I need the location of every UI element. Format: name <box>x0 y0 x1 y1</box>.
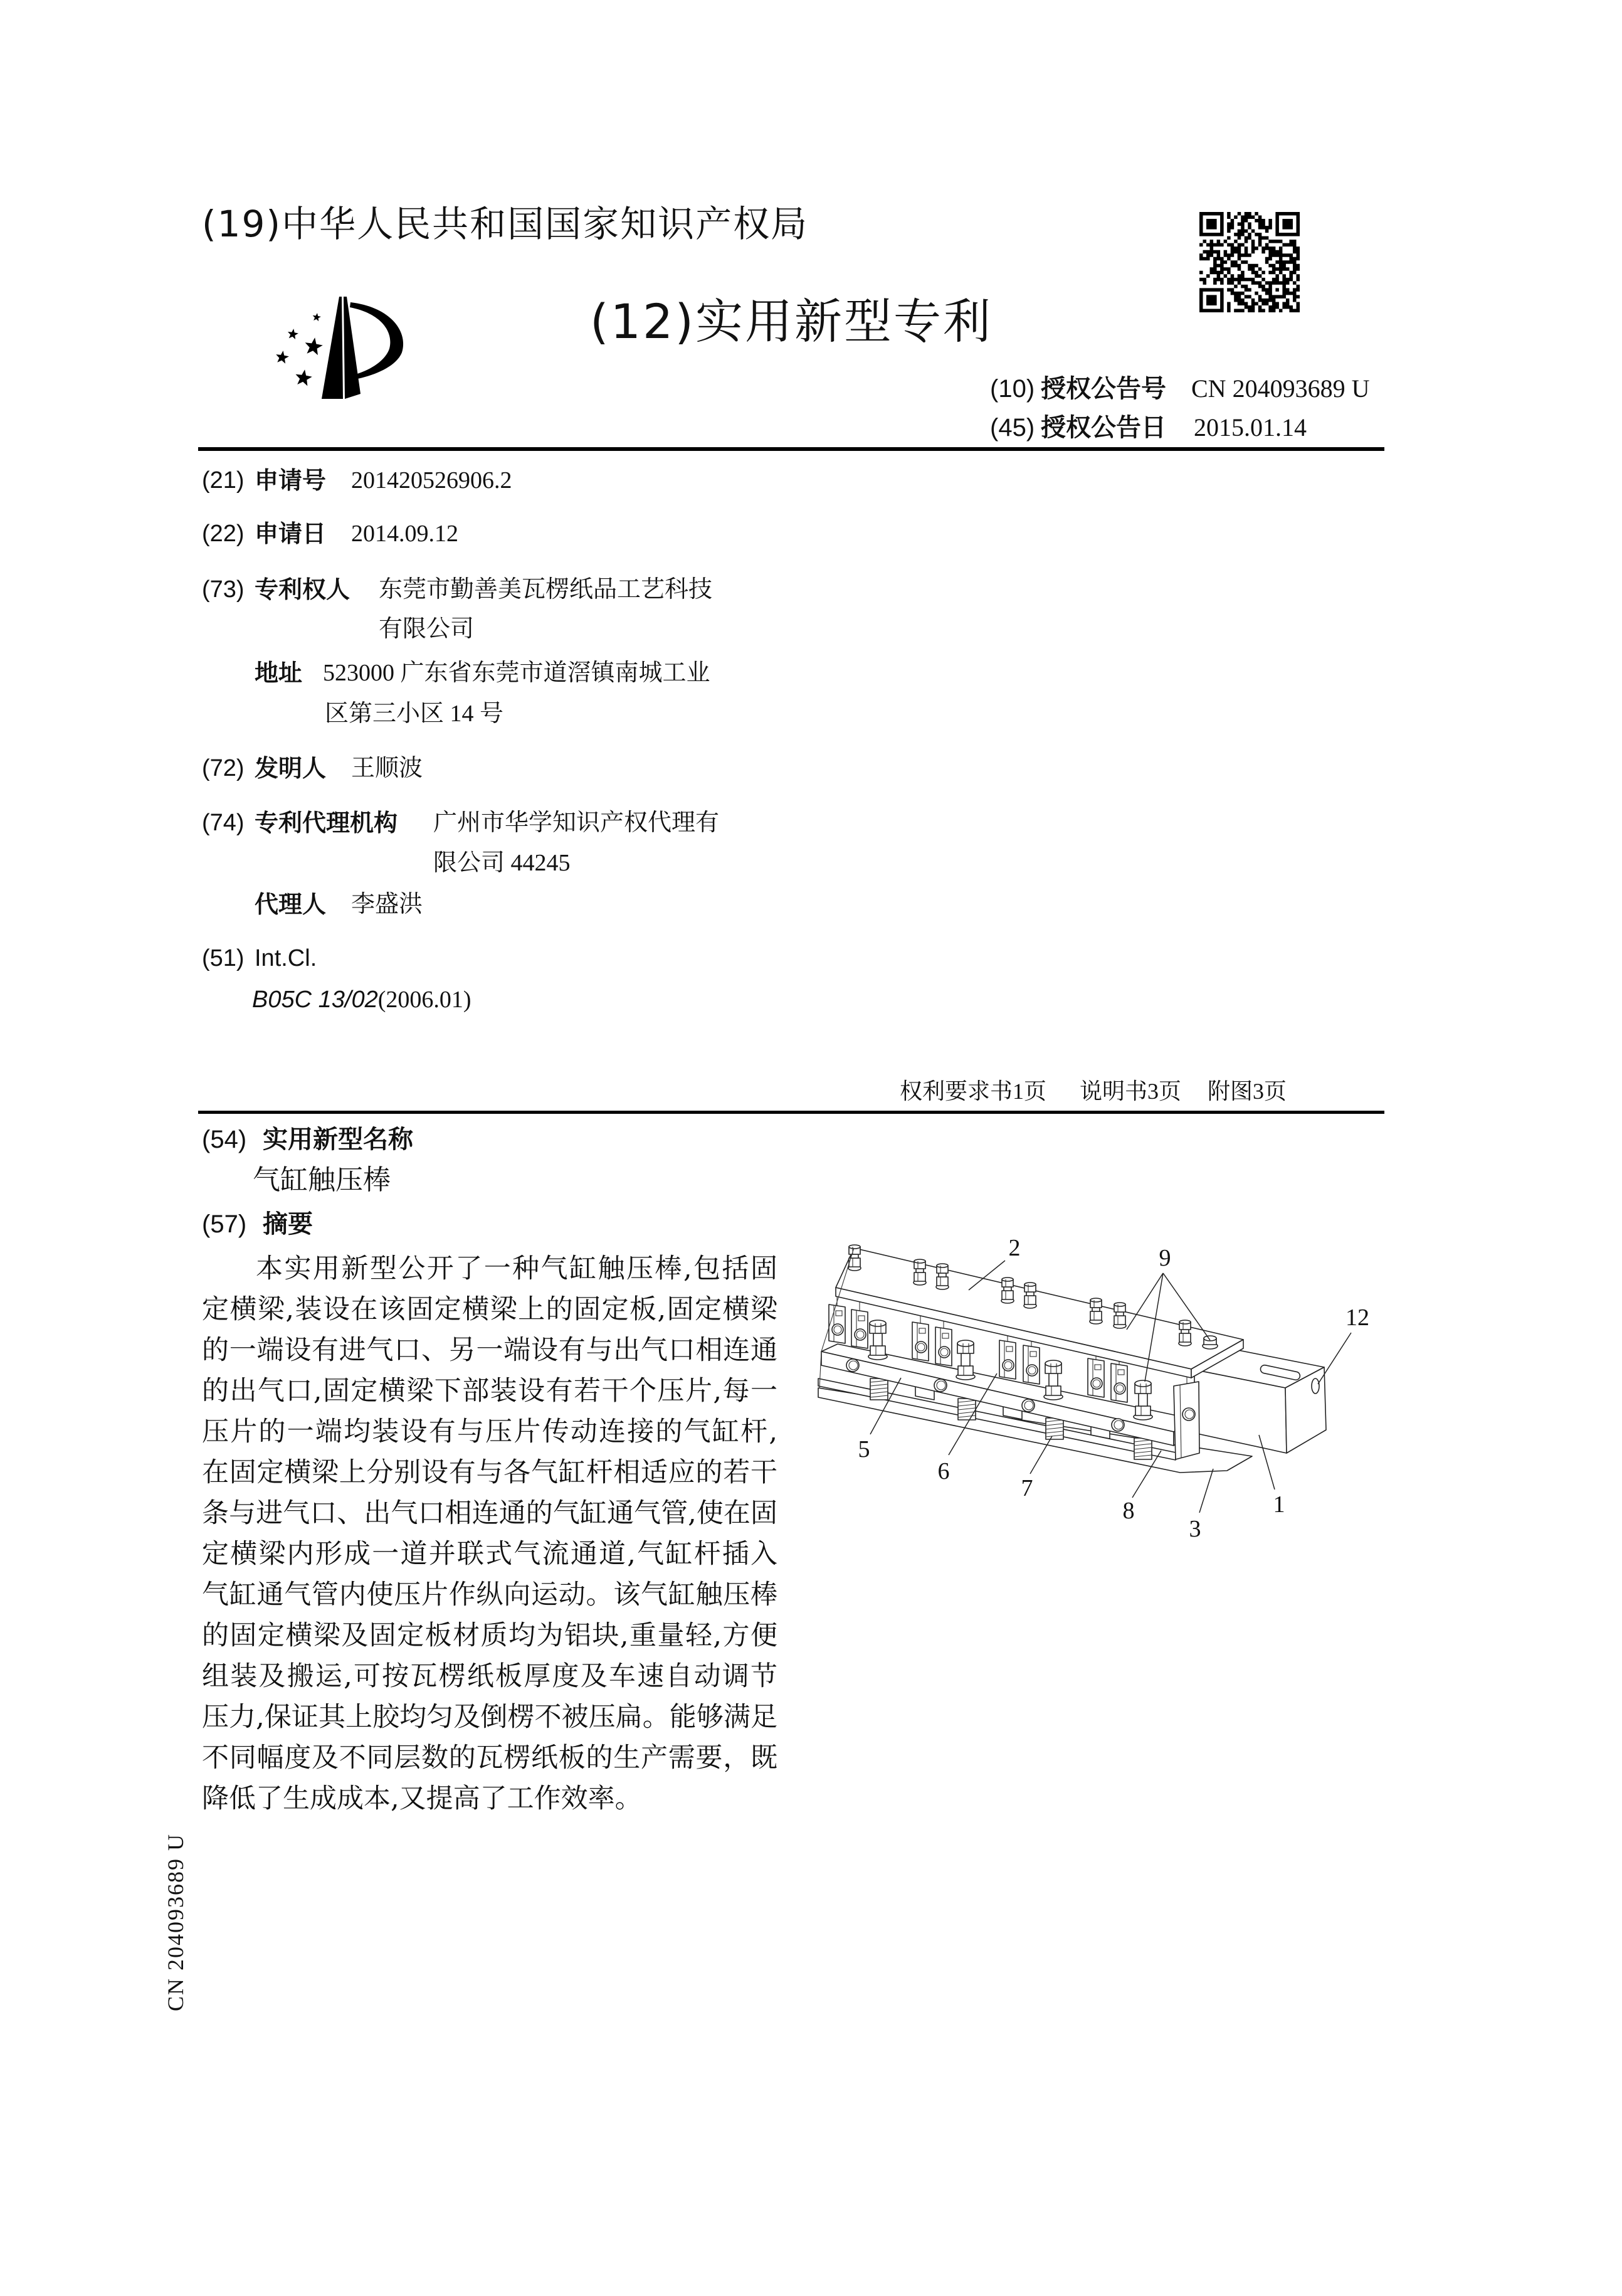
office-code: (19) <box>202 203 282 245</box>
header-divider <box>198 447 1384 451</box>
pub-number-value: CN 204093689 U <box>1191 374 1370 403</box>
air-fitting <box>1090 1298 1102 1324</box>
description-page-count: 说明书3页 <box>1080 1079 1182 1104</box>
abstract-line: 本实用新型公开了一种气缸触压棒,包括固 <box>256 1253 777 1284</box>
office-name: 中华人民共和国国家知识产权局 <box>282 203 809 245</box>
title-code: (54) <box>202 1126 247 1153</box>
ipc-version: (2006.01) <box>377 987 471 1013</box>
inventor-label: 发明人 <box>255 754 327 782</box>
bolt <box>1134 1380 1152 1420</box>
leader-line <box>1199 1469 1213 1513</box>
part-label-2: 2 <box>1008 1235 1021 1261</box>
address-label: 地址 <box>255 659 303 687</box>
drawings-page-count: 附图3页 <box>1208 1079 1287 1104</box>
bolt <box>868 1320 887 1360</box>
dome-plug <box>1112 1419 1124 1431</box>
logo-left-wedge <box>322 297 343 399</box>
utility-model-title: 气缸触压棒 <box>253 1165 391 1195</box>
abstract-drawing <box>815 1229 1398 1549</box>
pub-number-label: 授权公告号 <box>1041 374 1166 403</box>
ipc-entry <box>252 988 471 1012</box>
part-label-8: 8 <box>1122 1498 1135 1524</box>
agency-label: 专利代理机构 <box>255 809 398 837</box>
part-label-12: 12 <box>1346 1304 1369 1331</box>
part-label-7: 7 <box>1021 1475 1033 1501</box>
part-label-9: 9 <box>1159 1245 1171 1271</box>
office-header <box>202 203 809 245</box>
cnipa-logo-icon <box>273 295 408 401</box>
abstract-line: 的一端设有进气口、另一端设有与出气口相连通 <box>202 1335 777 1366</box>
part-label-5: 5 <box>858 1436 870 1463</box>
abstract-line: 压力,保证其上胶均匀及倒楞不被压扁。能够满足 <box>202 1701 777 1733</box>
agency-line-2: 限公司 44245 <box>433 850 571 876</box>
air-fitting <box>914 1259 926 1285</box>
star-icon <box>288 329 298 339</box>
cylinder-block <box>912 1311 929 1361</box>
air-fitting <box>1001 1278 1014 1303</box>
abstract-code: (57) <box>202 1210 247 1238</box>
part-label-3: 3 <box>1189 1516 1201 1542</box>
abstract-line: 定横梁,装设在该固定横梁上的固定板,固定横梁 <box>202 1294 777 1325</box>
dome-plug <box>1022 1399 1035 1412</box>
inventor-code: (72) <box>202 755 245 781</box>
abstract-line: 降低了生成成本,又提高了工作效率。 <box>202 1783 642 1814</box>
patentee-line-1: 东莞市勤善美瓦楞纸品工艺科技 <box>379 576 713 603</box>
air-fitting <box>848 1245 861 1271</box>
qr-code-icon <box>1199 212 1300 312</box>
abstract-line: 的出气口,固定横梁下部装设有若干个压片,每一 <box>202 1375 777 1407</box>
dome-plug <box>846 1359 859 1372</box>
pub-date-code: (45) <box>990 414 1035 442</box>
logo-arc <box>350 302 403 379</box>
star-icon <box>313 313 321 321</box>
abstract-line: 定横梁内形成一道并联式气流通道,气缸杆插入 <box>202 1538 777 1570</box>
bolt <box>956 1340 975 1380</box>
title-label: 实用新型名称 <box>263 1125 413 1154</box>
address-line-1: 523000 广东省东莞市道滘镇南城工业 <box>323 660 710 686</box>
app-number-value: 201420526906.2 <box>351 467 512 494</box>
section-divider <box>198 1111 1384 1114</box>
claims-page-count: 权利要求书1页 <box>900 1079 1047 1104</box>
spring <box>1046 1418 1063 1439</box>
ipc-label: Int.Cl. <box>255 945 317 971</box>
agency-line-1: 广州市华学知识产权代理有 <box>433 810 720 836</box>
bolt <box>1044 1360 1063 1400</box>
agent-value: 李盛洪 <box>351 891 423 918</box>
abstract-line: 不同幅度及不同层数的瓦楞纸板的生产需要，既 <box>202 1742 777 1774</box>
spring <box>958 1399 976 1420</box>
abstract-line: 气缸通气管内使压片作纵向运动。该气缸触压棒 <box>202 1579 777 1611</box>
air-fitting <box>1114 1303 1126 1328</box>
part-label-1: 1 <box>1273 1491 1285 1518</box>
cylinder-block <box>851 1298 868 1348</box>
app-date-label: 申请日 <box>255 520 327 548</box>
ipc-code: (51) <box>202 945 245 971</box>
abstract-line: 条与进气口、出气口相连通的气缸通气管,使在固 <box>202 1498 777 1529</box>
patentee-code: (73) <box>202 576 245 603</box>
spring <box>1134 1438 1152 1459</box>
air-fitting <box>1024 1283 1036 1308</box>
app-date-value: 2014.09.12 <box>351 521 458 547</box>
app-number-code: (21) <box>202 467 245 494</box>
app-number-label: 申请号 <box>255 467 327 494</box>
dome-plug <box>934 1379 947 1392</box>
part-label-6: 6 <box>937 1458 950 1484</box>
document-type <box>590 294 993 349</box>
side-publication-number: CN 204093689 U <box>163 1833 188 2012</box>
star-icon <box>296 369 312 386</box>
abstract-line: 的固定横梁及固定板材质均为铝块,重量轻,方便 <box>202 1620 777 1651</box>
leader-line <box>1318 1333 1351 1384</box>
air-fitting <box>1179 1320 1191 1346</box>
logo-right-wedge <box>344 297 361 399</box>
abstract-label: 摘要 <box>263 1210 313 1239</box>
cylinder-block <box>935 1316 952 1366</box>
pub-date-value: 2015.01.14 <box>1194 413 1307 442</box>
doc-type-code: (12) <box>590 294 696 349</box>
abstract-line: 组装及搬运,可按瓦楞纸板厚度及车速自动调节 <box>202 1661 777 1692</box>
abstract-line: 在固定横梁上分别设有与各气缸杆相适应的若干 <box>202 1457 777 1488</box>
inventor-value: 王顺波 <box>351 755 423 781</box>
star-icon <box>305 337 323 355</box>
pub-date-label: 授权公告日 <box>1041 413 1166 442</box>
agency-code: (74) <box>202 810 245 836</box>
patentee-label: 专利权人 <box>255 576 350 603</box>
air-fitting <box>936 1264 949 1289</box>
star-icon <box>276 351 289 364</box>
ipc-class: B05C 13/02 <box>252 987 378 1013</box>
pub-number-code: (10) <box>990 375 1035 403</box>
agent-label: 代理人 <box>255 891 327 918</box>
abstract-line: 压片的一端均装设有与压片传动连接的气缸杆, <box>202 1416 777 1447</box>
address-line-2: 区第三小区 14 号 <box>325 701 504 727</box>
doc-type-text: 实用新型专利 <box>695 294 993 349</box>
air-hole <box>1312 1378 1319 1394</box>
patentee-line-2: 有限公司 <box>379 616 475 642</box>
spring <box>870 1378 888 1400</box>
end-vertical-plate <box>1174 1377 1199 1459</box>
app-date-code: (22) <box>202 521 245 547</box>
air-cap <box>1203 1336 1218 1349</box>
